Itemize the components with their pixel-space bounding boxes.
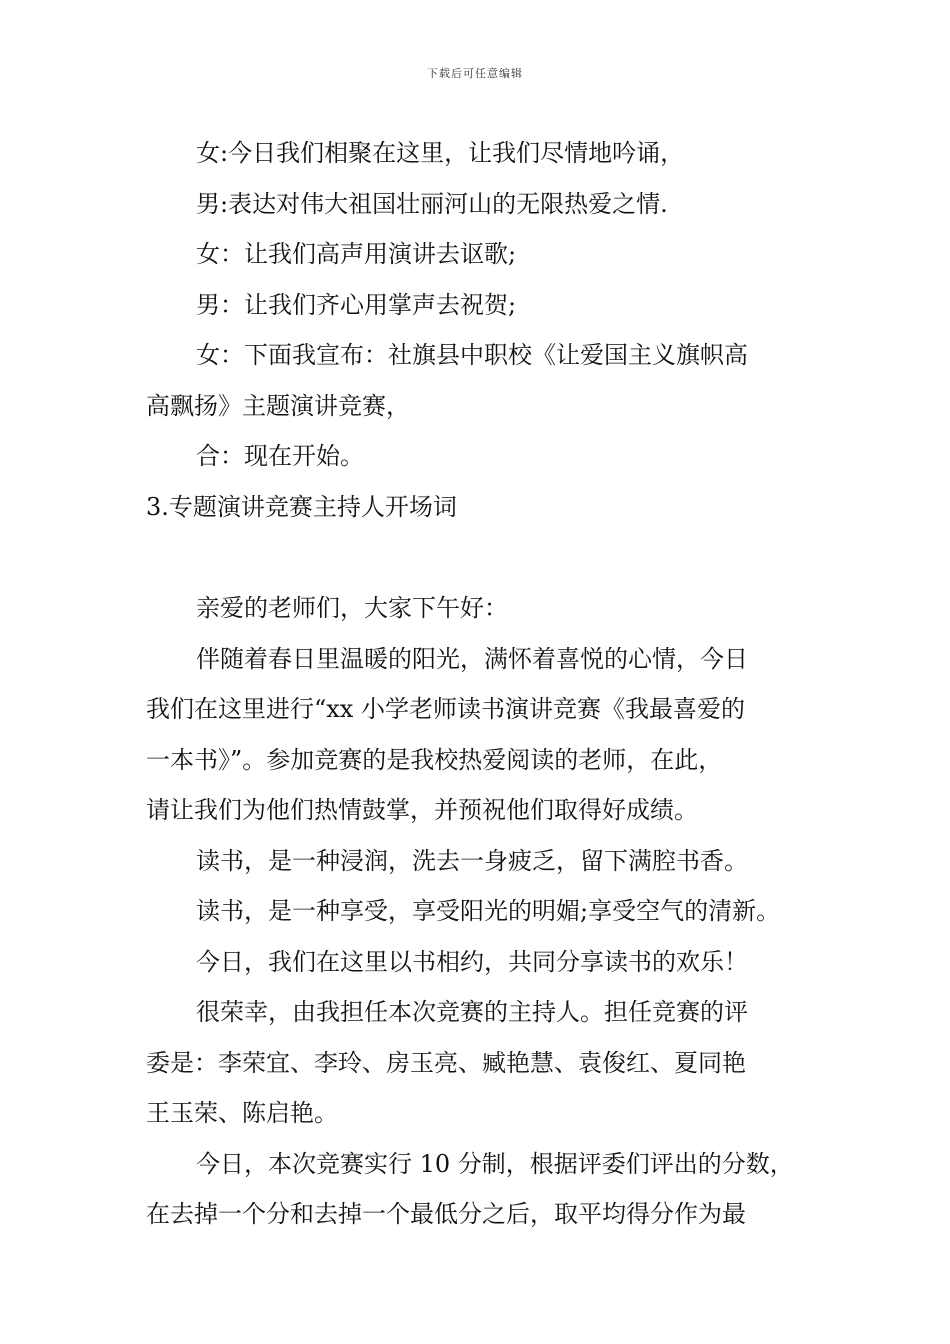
speech-line: 今日，本次竞赛实行 10 分制，根据评委们评出的分数， <box>196 1149 794 1178</box>
speech-line: 很荣幸，由我担任本次竞赛的主持人。担任竞赛的评 <box>196 998 748 1026</box>
speech-line-continuation: 委是：李荣宜、李玲、房玉亮、臧艳慧、袁俊红、夏同艳 <box>146 1048 746 1077</box>
speech-line-continuation: 我们在这里进行“xx 小学老师读书演讲竞赛《我最喜爱的 <box>146 695 745 723</box>
speech-line-continuation: 在去掉一个分和去掉一个最低分之后，取平均得分作为最 <box>146 1200 746 1228</box>
dialogue-line: 男:表达对伟大祖国壮丽河山的无限热爱之情. <box>196 189 668 218</box>
speech-line-continuation: 一本书》”。参加竞赛的是我校热爱阅读的老师，在此， <box>146 745 723 774</box>
dialogue-line: 男：让我们齐心用掌声去祝贺; <box>196 290 517 319</box>
dialogue-line: 女：下面我宣布：社旗县中职校《让爱国主义旗帜高 <box>196 341 748 369</box>
section-heading: 3.专题演讲竞赛主持人开场词 <box>146 492 457 521</box>
speech-line: 读书，是一种享受，享受阳光的明媚;享受空气的清新。 <box>196 897 781 925</box>
speech-line: 读书，是一种浸润，洗去一身疲乏，留下满腔书香。 <box>196 846 748 875</box>
speech-line-continuation: 请让我们为他们热情鼓掌，并预祝他们取得好成绩。 <box>146 796 698 824</box>
dialogue-line: 女：让我们高声用演讲去讴歌; <box>196 240 517 268</box>
speech-line-continuation: 王玉荣、陈启艳。 <box>146 1099 338 1127</box>
dialogue-line: 女:今日我们相聚在这里，让我们尽情地吟诵， <box>196 139 685 167</box>
speech-line: 伴随着春日里温暖的阳光，满怀着喜悦的心情，今日 <box>196 644 748 673</box>
speech-line: 今日，我们在这里以书相约，共同分享读书的欢乐！ <box>196 947 748 976</box>
document-body <box>146 128 826 1240</box>
dialogue-line-continuation: 高飘扬》主题演讲竞赛， <box>146 391 410 420</box>
dialogue-line: 合：现在开始。 <box>196 442 364 470</box>
blank-line <box>146 532 826 583</box>
page-header: 下载后可任意编辑 <box>427 67 523 80</box>
speech-line: 亲爱的老师们，大家下午好： <box>196 594 508 622</box>
